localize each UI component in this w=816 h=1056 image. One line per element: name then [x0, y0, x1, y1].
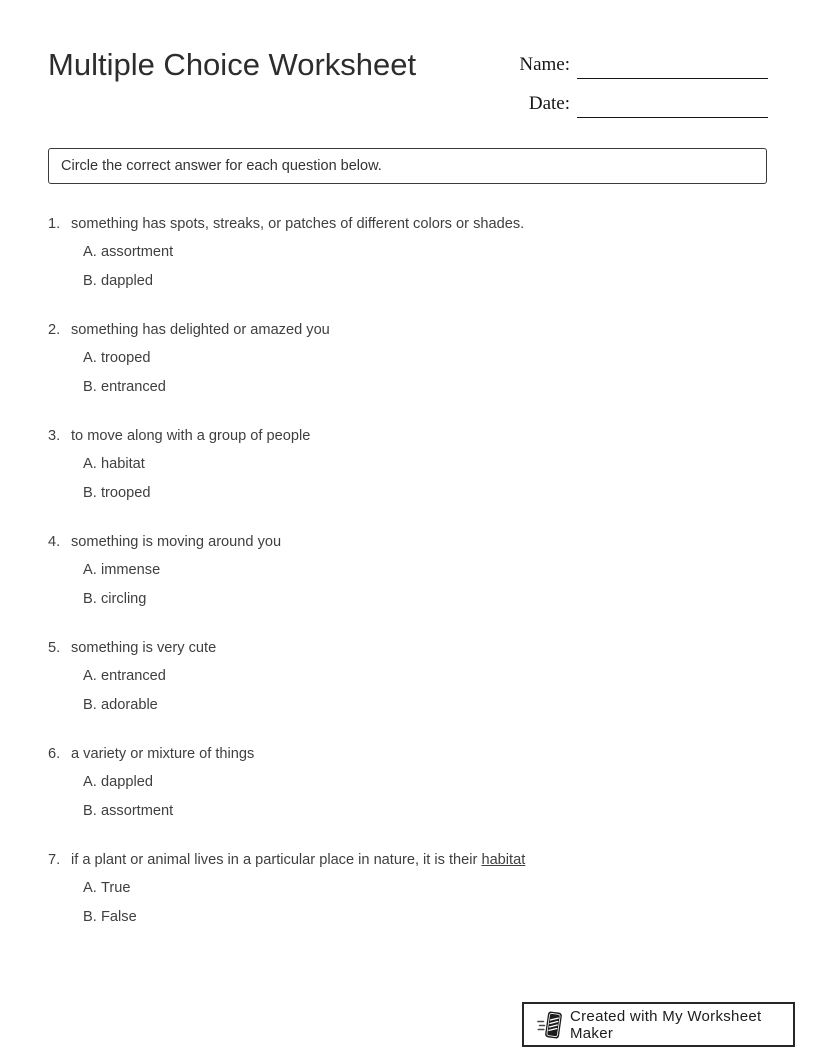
option-letter: A. [83, 350, 97, 366]
question-text: something is moving around you [71, 534, 282, 550]
option-text: trooped [101, 350, 151, 366]
question-line [48, 426, 767, 446]
question-number: 7. [48, 852, 61, 868]
option-text: habitat [101, 456, 145, 472]
question-line [48, 638, 767, 658]
option-letter: B. [83, 273, 97, 289]
option-text: entranced [101, 668, 166, 684]
answer-option[interactable] [48, 801, 767, 821]
options-group [48, 348, 767, 397]
answer-option[interactable] [48, 695, 767, 715]
question-item [48, 214, 767, 291]
date-label: Date: [528, 93, 570, 114]
question-line [48, 744, 767, 764]
answer-option[interactable] [48, 377, 767, 397]
question-item [48, 638, 767, 715]
option-text: immense [101, 562, 161, 578]
option-letter: A. [83, 880, 97, 896]
option-letter: B. [83, 909, 97, 925]
option-letter: B. [83, 591, 97, 607]
question-number: 6. [48, 746, 61, 762]
question-line [48, 532, 767, 552]
question-number: 5. [48, 640, 61, 656]
question-number: 4. [48, 534, 61, 550]
question-item [48, 320, 767, 397]
worksheet-maker-logo-icon [537, 1010, 563, 1040]
option-letter: B. [83, 485, 97, 501]
question-item [48, 744, 767, 821]
option-text: False [101, 909, 137, 925]
question-line [48, 320, 767, 340]
option-text: adorable [101, 697, 158, 713]
answer-option[interactable] [48, 666, 767, 686]
answer-option[interactable] [48, 589, 767, 609]
instructions-box [48, 148, 767, 184]
question-text: something has spots, streaks, or patches of different colors or shades. [71, 216, 525, 232]
question-text: something is very cute [71, 640, 217, 656]
options-group [48, 772, 767, 821]
question-text: to move along with a group of people [71, 428, 311, 444]
option-text: dappled [101, 774, 153, 790]
option-text: trooped [101, 485, 151, 501]
question-item [48, 850, 767, 927]
question-item [48, 426, 767, 503]
answer-option[interactable] [48, 772, 767, 792]
answer-option[interactable] [48, 560, 767, 580]
date-blank-line[interactable] [577, 93, 768, 118]
options-group [48, 878, 767, 927]
answer-option[interactable] [48, 271, 767, 291]
name-date-block [519, 54, 768, 132]
question-line [48, 214, 767, 234]
option-letter: B. [83, 697, 97, 713]
name-label: Name: [519, 54, 570, 75]
question-text: a variety or mixture of things [71, 746, 255, 762]
answer-option[interactable] [48, 454, 767, 474]
option-letter: A. [83, 562, 97, 578]
option-text: entranced [101, 379, 166, 395]
question-number: 3. [48, 428, 61, 444]
badge-text: Created with My Worksheet Maker [570, 1007, 762, 1042]
name-blank-line[interactable] [577, 54, 768, 79]
answer-option[interactable] [48, 348, 767, 368]
answer-option[interactable] [48, 907, 767, 927]
page-title: Multiple Choice Worksheet [48, 47, 417, 82]
options-group [48, 242, 767, 291]
option-letter: B. [83, 803, 97, 819]
options-group [48, 560, 767, 609]
worksheet-maker-badge[interactable] [522, 1002, 795, 1047]
option-text: True [101, 880, 131, 896]
option-text: assortment [101, 244, 174, 260]
answer-option[interactable] [48, 483, 767, 503]
options-group [48, 454, 767, 503]
questions-list [48, 214, 767, 956]
question-number: 2. [48, 322, 61, 338]
option-letter: A. [83, 774, 97, 790]
option-letter: B. [83, 379, 97, 395]
question-item [48, 532, 767, 609]
underlined-word: habitat [481, 852, 526, 868]
question-number: 1. [48, 216, 61, 232]
question-text: if a plant or animal lives in a particular place in nature, it is their habitat [71, 852, 526, 868]
option-letter: A. [83, 244, 97, 260]
instructions-text: Circle the correct answer for each question below. [61, 158, 382, 174]
question-line [48, 850, 767, 870]
option-text: circling [101, 591, 147, 607]
option-letter: A. [83, 668, 97, 684]
options-group [48, 666, 767, 715]
option-letter: A. [83, 456, 97, 472]
question-text: something has delighted or amazed you [71, 322, 330, 338]
date-field-row [519, 93, 768, 118]
answer-option[interactable] [48, 878, 767, 898]
name-field-row [519, 54, 768, 79]
option-text: dappled [101, 273, 153, 289]
option-text: assortment [101, 803, 174, 819]
answer-option[interactable] [48, 242, 767, 262]
